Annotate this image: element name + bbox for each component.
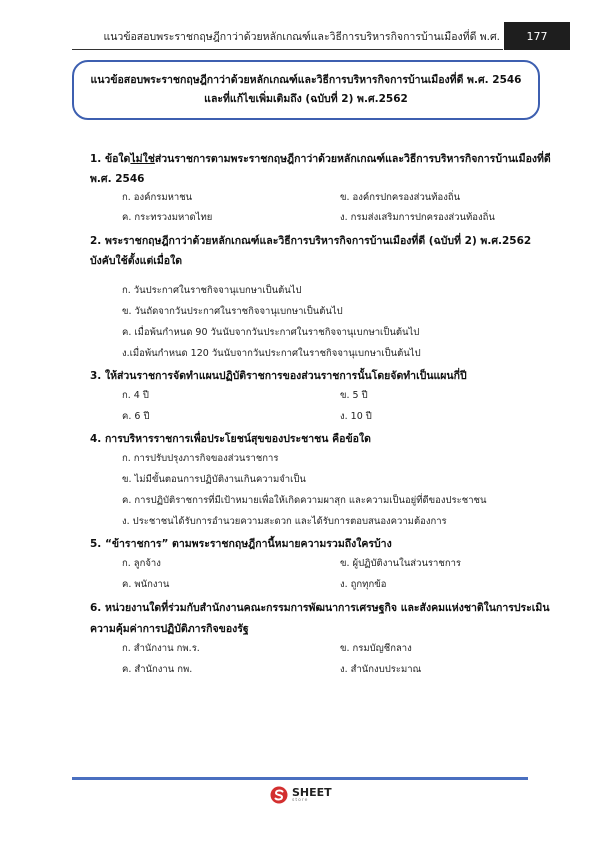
question-5-option-a: ก. ลูกจ้าง bbox=[122, 558, 161, 569]
question-2-stem: 2. พระราชกฤษฎีกาว่าด้วยหลักเกณฑ์และวิธีการบริหารกิจการบ้านเมืองที่ดี (ฉบับที่ 2) พ.ศ.2562 bbox=[90, 235, 532, 247]
question-3-option-d: ง. 10 ปี bbox=[340, 411, 372, 422]
question-5-option-c: ค. พนักงาน bbox=[122, 579, 170, 590]
footer-divider bbox=[72, 777, 528, 780]
question-6-stem: 6. หน่วยงานใดที่ร่วมกับสำนักงานคณะกรรมการพัฒนาการเศรษฐกิจ และสังคมแห่งชาติในการประเมิน bbox=[90, 602, 550, 614]
logo-subtext: store bbox=[292, 798, 309, 803]
question-3-option-b: ข. 5 ปี bbox=[340, 390, 368, 401]
question-6-stem-line2: ความคุ้มค่าการปฏิบัติภารกิจของรัฐ bbox=[90, 623, 249, 635]
question-1-option-a: ก. องค์กรมหาชน bbox=[122, 192, 193, 203]
question-4-stem: 4. การบริหารราชการเพื่อประโยชน์สุขของประชาชน คือข้อใด bbox=[90, 433, 371, 445]
question-3-stem: 3. ให้ส่วนราชการจัดทำแผนปฏิบัติราชการของส่วนราชการนั้นโดยจัดทำเป็นแผนกี่ปี bbox=[90, 370, 467, 382]
question-6-option-d: ง. สำนักงบประมาณ bbox=[340, 664, 422, 675]
question-2-option-b: ข. วันถัดจากวันประกาศในราชกิจจานุเบกษาเป็นต้นไป bbox=[122, 306, 343, 317]
header-title: แนวข้อสอบพระราชกฤษฎีกาว่าด้วยหลักเกณฑ์และวิธีการบริหารกิจการบ้านเมืองที่ดี พ.ศ. bbox=[103, 31, 500, 43]
question-1-option-d: ง. กรมส่งเสริมการปกครองส่วนท้องถิ่น bbox=[340, 212, 495, 223]
question-3-option-a: ก. 4 ปี bbox=[122, 390, 149, 401]
question-4-option-c: ค. การปฏิบัติราชการที่มีเป้าหมายเพื่อให้เกิดความผาสุก และความเป็นอยู่ที่ดีของประชาชน bbox=[122, 495, 487, 506]
question-5-stem: 5. “ข้าราชการ” ตามพระราชกฤษฎีกานี้หมายความรวมถึงใครบ้าง bbox=[90, 538, 392, 550]
question-6-option-b: ข. กรมบัญชีกลาง bbox=[340, 643, 412, 654]
question-4-option-d: ง. ประชาชนได้รับการอำนวยความสะดวก และได้รับการตอบสนองความต้องการ bbox=[122, 516, 447, 527]
question-3-option-c: ค. 6 ปี bbox=[122, 411, 150, 422]
question-5-option-d: ง. ถูกทุกข้อ bbox=[340, 579, 387, 590]
page-number: 177 bbox=[504, 22, 570, 50]
question-4-option-b: ข. ไม่มีขั้นตอนการปฏิบัติงานเกินความจำเป็น bbox=[122, 474, 306, 485]
question-2-option-d: ง.เมื่อพ้นกำหนด 120 วันนับจากวันประกาศในราชกิจจานุเบกษาเป็นต้นไป bbox=[122, 348, 421, 359]
title-line-1: แนวข้อสอบพระราชกฤษฎีกาว่าด้วยหลักเกณฑ์และวิธีการบริหารกิจการบ้านเมืองที่ดี พ.ศ. 2546 bbox=[90, 74, 522, 86]
question-2-stem-line2: บังคับใช้ตั้งแต่เมื่อใด bbox=[90, 255, 183, 267]
question-4-option-a: ก. การปรับปรุงภารกิจของส่วนราชการ bbox=[122, 453, 279, 464]
question-5-option-b: ข. ผู้ปฏิบัติงานในส่วนราชการ bbox=[340, 558, 462, 569]
question-1-option-b: ข. องค์กรปกครองส่วนท้องถิ่น bbox=[340, 192, 461, 203]
title-box bbox=[72, 60, 540, 120]
question-2-option-c: ค. เมื่อพ้นกำหนด 90 วันนับจากวันประกาศในราชกิจจานุเบกษาเป็นต้นไป bbox=[122, 327, 420, 338]
question-2-option-a: ก. วันประกาศในราชกิจจานุเบกษาเป็นต้นไป bbox=[122, 285, 302, 296]
title-line-2: และที่แก้ไขเพิ่มเติมถึง (ฉบับที่ 2) พ.ศ.2562 bbox=[204, 93, 408, 105]
sheet-store-logo-icon bbox=[270, 786, 288, 804]
logo-text: SHEET bbox=[292, 786, 332, 799]
question-1-stem-line2: พ.ศ. 2546 bbox=[90, 173, 145, 185]
header-divider bbox=[72, 49, 503, 50]
footer-logo bbox=[270, 786, 332, 804]
question-1-option-c: ค. กระทรวงมหาดไทย bbox=[122, 212, 213, 223]
question-1-stem: 1. ข้อใดไม่ใช่ส่วนราชการตามพระราชกฤษฎีกาว่าด้วยหลักเกณฑ์และวิธีการบริหารกิจการบ้านเมืองที่ดี bbox=[90, 153, 551, 165]
question-6-option-a: ก. สำนักงาน กพ.ร. bbox=[122, 643, 200, 654]
question-6-option-c: ค. สำนักงาน กพ. bbox=[122, 664, 193, 675]
